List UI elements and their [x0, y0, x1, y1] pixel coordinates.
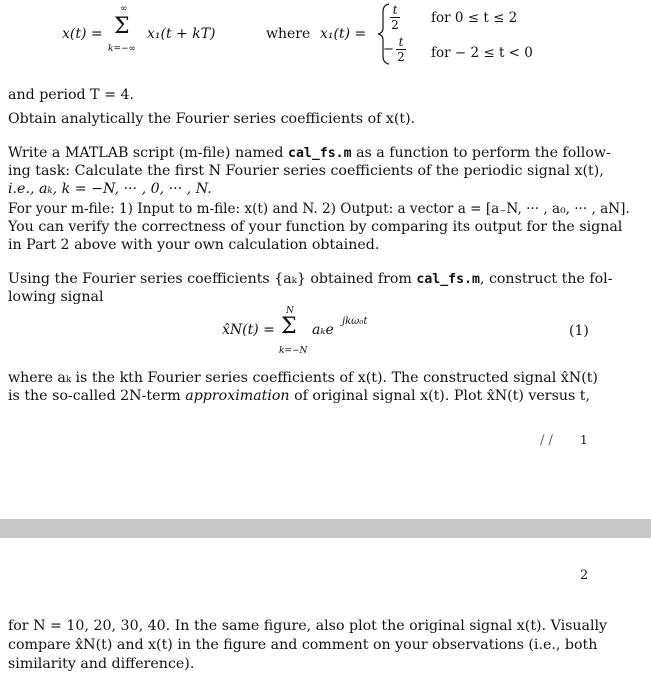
matlab-text-c: as a function to perform the follow-: [356, 145, 611, 161]
page-break-band: [0, 519, 651, 538]
for-n-line: for N = 10, 20, 30, 40. In the same figure, also plot the original signal x(t). Visually: [8, 618, 608, 634]
using-text-c: , construct the fol-: [479, 271, 613, 287]
matlab-script-line: [8, 144, 611, 163]
case1-numerator: t: [392, 3, 398, 17]
case1-denominator: 2: [391, 18, 399, 32]
eq1-exponent: jkω₀t: [342, 316, 368, 327]
case2-numerator: t: [398, 35, 404, 49]
task-line: ing task: Calculate the first N Fourier series coefficients of the periodic signal x(t),: [8, 163, 604, 179]
eq1-upper-limit: N: [286, 306, 294, 316]
obtain-coefficients-line: Obtain analytically the Fourier series coefficients of x(t).: [8, 111, 416, 127]
approximation-line: [8, 387, 590, 405]
x-of-t-lhs: x(t) =: [62, 26, 103, 42]
x1-lhs: x₁(t) =: [320, 26, 367, 42]
case2-sign: −: [383, 42, 394, 57]
approx-text-a: is the so-called 2N-term: [8, 388, 181, 404]
filename-code-2: cal_fs.m: [416, 272, 480, 287]
eq1-summand: aₖe: [312, 322, 334, 338]
approx-text-c: of original signal x(t). Plot x̂N(t) versus t,: [294, 388, 591, 404]
where-ak-line: where aₖ is the kth Fourier series coefficients of x(t). The constructed signal x̂N(t): [8, 370, 598, 386]
case2-fraction: [396, 36, 406, 63]
where-label: where: [266, 26, 311, 42]
period-line: and period T = 4.: [8, 87, 135, 103]
case2-condition: for − 2 ≤ t < 0: [431, 45, 533, 61]
case1-condition: for 0 ≤ t ≤ 2: [431, 10, 518, 26]
following-signal-line: lowing signal: [8, 289, 104, 305]
eq1-lower-limit: k=−N: [279, 346, 308, 356]
matlab-text-a: Write a MATLAB script (m-file) named: [8, 145, 284, 161]
sum-summand: x₁(t + kT): [147, 26, 216, 42]
using-text-a: Using the Fourier series coefficients {aₖ} obtained from: [8, 271, 412, 287]
similarity-line: similarity and difference).: [8, 656, 195, 672]
part2-line: in Part 2 above with your own calculation obtained.: [8, 237, 380, 253]
eq1-lhs: x̂N(t) =: [222, 322, 275, 338]
using-coefficients-line: [8, 270, 613, 289]
filename-code: cal_fs.m: [288, 146, 352, 161]
verify-line: You can verify the correctness of your function by comparing its output for the signal: [8, 219, 623, 235]
approx-emphasis: approximation: [185, 388, 290, 404]
compare-line: compare x̂N(t) and x(t) in the figure and comment on your observations (i.e., both: [8, 637, 598, 653]
sum-lower-limit: k=−∞: [108, 44, 137, 54]
page-marks: / /: [540, 433, 553, 448]
case1-fraction: [390, 4, 400, 31]
ie-line: i.e., aₖ, k = −N, ··· , 0, ··· , N.: [8, 181, 212, 197]
sum-upper-limit: ∞: [120, 4, 128, 14]
eq1-sum-sign: Σ: [281, 314, 297, 339]
mfile-io-line: For your m-file: 1) Input to m-file: x(t) and N. 2) Output: a vector a = [a₋N, ··· , a₀, ··· , aN].: [8, 201, 630, 217]
page-number-1: 1: [580, 433, 588, 447]
sum-sign: Σ: [114, 14, 130, 39]
page-number-2: 2: [580, 568, 589, 583]
equation-number: (1): [569, 323, 589, 339]
case2-denominator: 2: [397, 50, 405, 64]
